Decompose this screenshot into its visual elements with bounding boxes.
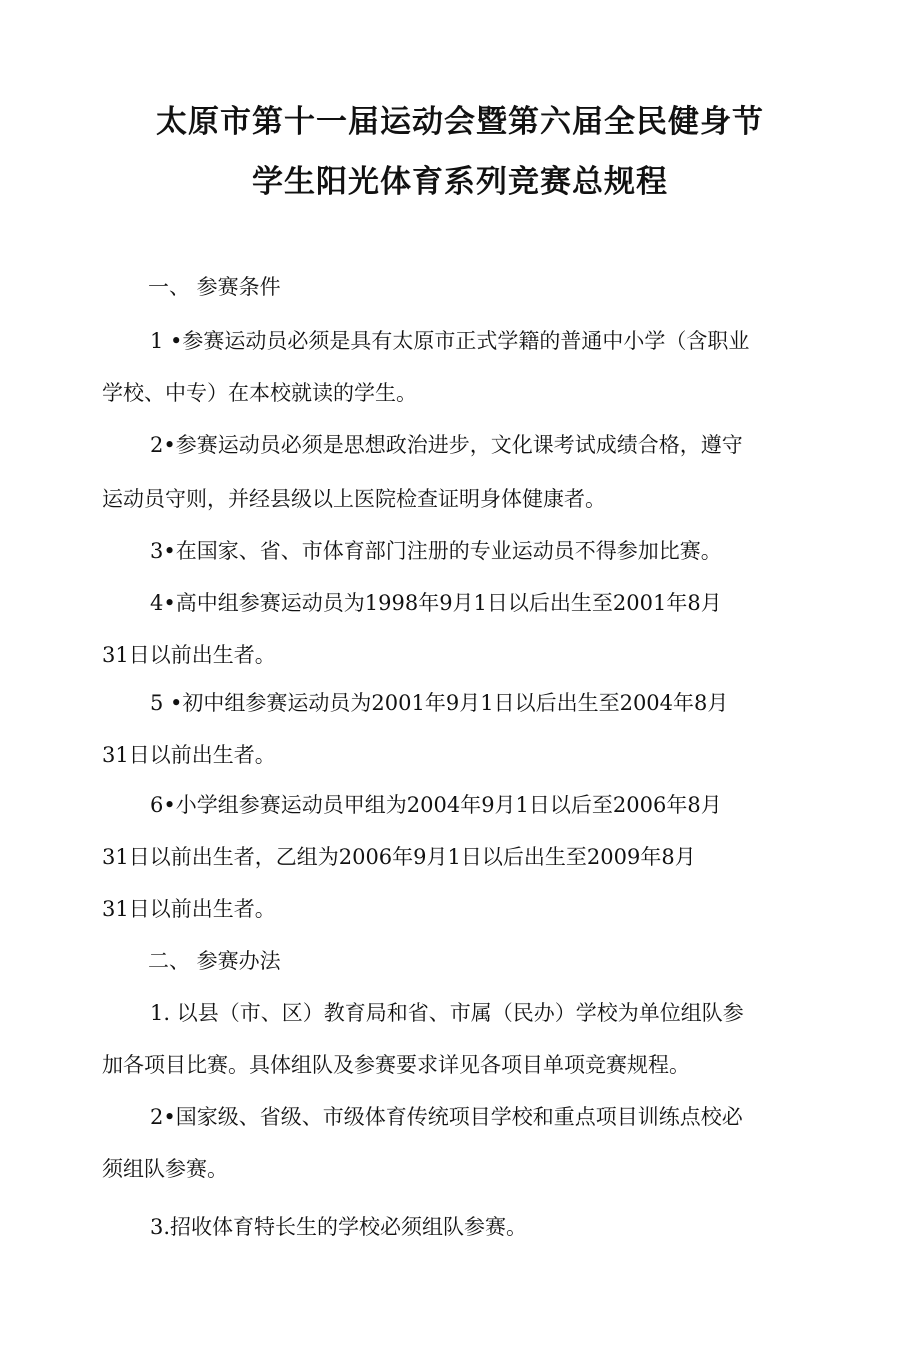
section-1-item-3-line-1: 3•在国家、省、市体育部门注册的专业运动员不得参加比赛。	[150, 539, 722, 563]
section-1-item-5-line-2: 31日以前出生者。	[102, 743, 276, 767]
section-2-item-1-line-1: 1. 以县（市、区）教育局和省、市属（民办）学校为单位组队参	[150, 1001, 744, 1025]
section-2-item-1-line-2: 加各项目比赛。具体组队及参赛要求详见各项目单项竞赛规程。	[102, 1053, 690, 1077]
section-1-item-2-line-2: 运动员守则，并经县级以上医院检查证明身体健康者。	[102, 487, 606, 511]
document-title-line-2: 学生阳光体育系列竞赛总规程	[252, 164, 668, 200]
section-1-heading: 一、 参赛条件	[148, 275, 281, 299]
section-1-item-1-line-2: 学校、中专）在本校就读的学生。	[102, 381, 417, 405]
section-1-item-4-line-2: 31日以前出生者。	[102, 643, 276, 667]
section-2-heading: 二、 参赛办法	[148, 949, 281, 973]
section-2-item-2-line-1: 2•国家级、省级、市级体育传统项目学校和重点项目训练点校必	[150, 1105, 743, 1129]
section-2-item-3-line-1: 3.招收体育特长生的学校必须组队参赛。	[150, 1215, 528, 1239]
section-1-item-5-line-1: 5 •初中组参赛运动员为2001年9月1日以后出生至2004年8月	[150, 691, 729, 715]
document-title-line-1: 太原市第十一届运动会暨第六届全民健身节	[156, 104, 764, 140]
section-1-item-6-line-3: 31日以前出生者。	[102, 897, 276, 921]
section-2-item-2-line-2: 须组队参赛。	[102, 1157, 228, 1181]
section-1-item-6-line-1: 6•小学组参赛运动员甲组为2004年9月1日以后至2006年8月	[150, 793, 722, 817]
section-1-item-2-line-1: 2•参赛运动员必须是思想政治进步，文化课考试成绩合格，遵守	[150, 433, 743, 457]
section-1-item-1-line-1: 1 •参赛运动员必须是具有太原市正式学籍的普通中小学（含职业	[150, 329, 750, 353]
section-1-item-4-line-1: 4•高中组参赛运动员为1998年9月1日以后出生至2001年8月	[150, 591, 722, 615]
section-1-item-6-line-2: 31日以前出生者，乙组为2006年9月1日以后出生至2009年8月	[102, 845, 696, 869]
